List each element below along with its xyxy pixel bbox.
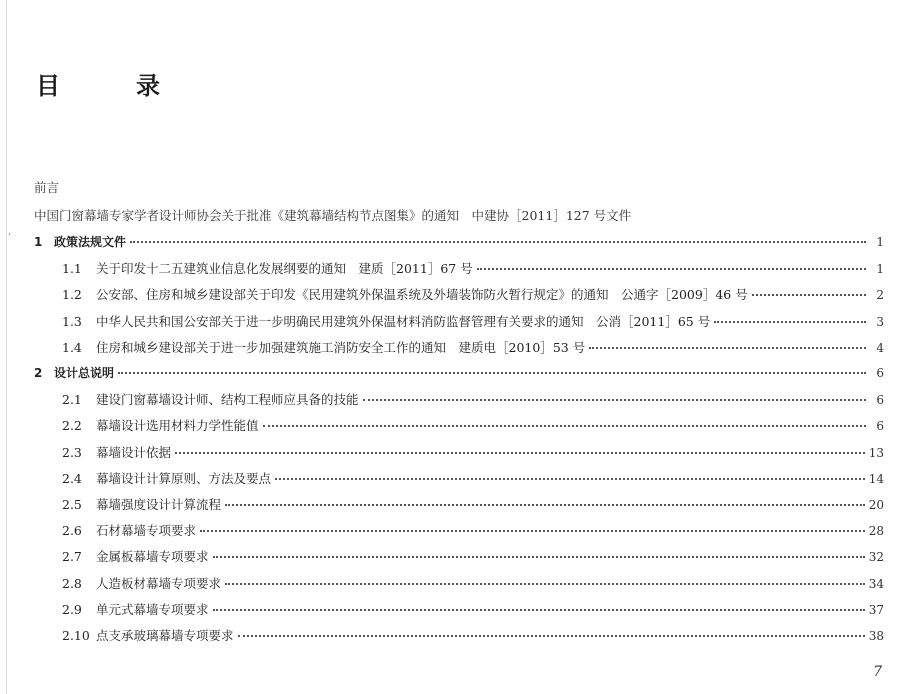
toc-entry[interactable] xyxy=(62,626,884,644)
toc-chapter[interactable] xyxy=(34,364,884,381)
toc-number: 1.2 xyxy=(62,287,82,303)
toc-page-number: 28 xyxy=(868,524,884,539)
toc-page-number: 3 xyxy=(876,314,884,329)
toc-number: 2.1 xyxy=(62,392,82,408)
toc-title: 石材幕墙专项要求 xyxy=(96,523,197,539)
toc-page-number: 32 xyxy=(868,550,884,565)
toc-title: 幕墙设计计算原则、方法及要点 xyxy=(96,470,272,486)
toc-page-number: 6 xyxy=(876,393,884,408)
toc-number: 2.2 xyxy=(62,418,82,434)
toc-page-number: 20 xyxy=(868,498,884,512)
dot-leader xyxy=(363,399,866,401)
toc-number: 1 xyxy=(34,235,43,249)
dot-leader xyxy=(752,294,866,296)
toc-page-number: 34 xyxy=(868,576,884,591)
toc-title: 金属板幕墙专项要求 xyxy=(96,549,209,565)
toc-number: 1.4 xyxy=(62,339,82,355)
toc-entry[interactable] xyxy=(62,600,884,618)
toc-title: 公安部、住房和城乡建设部关于印发《民用建筑外保温系统及外墙装饰防火暂行规定》的通知 公通字［2009］46 号 xyxy=(96,287,748,303)
toc-title: 设计总说明 xyxy=(54,366,115,380)
toc-page-number: 14 xyxy=(868,471,884,486)
toc-number: 1.1 xyxy=(62,261,82,277)
dot-leader xyxy=(213,609,865,611)
toc-number: 2.8 xyxy=(62,575,82,591)
toc-page-number: 13 xyxy=(868,445,884,460)
toc-entry[interactable] xyxy=(62,259,884,277)
toc-title: 单元式幕墙专项要求 xyxy=(96,601,209,617)
toc-title: 中华人民共和国公安部关于进一步明确民用建筑外保温材料消防监督管理有关要求的通知 公消［2011］65 号 xyxy=(96,313,711,329)
toc-page-number: 38 xyxy=(868,629,884,643)
toc-number: 2.9 xyxy=(62,601,82,617)
toc-number: 2.5 xyxy=(62,497,82,512)
toc-entry[interactable] xyxy=(62,495,884,513)
toc-page-number: 6 xyxy=(876,419,884,434)
dot-leader xyxy=(275,478,865,480)
toc-entry[interactable] xyxy=(62,469,884,487)
dot-leader xyxy=(589,347,866,349)
toc-entry[interactable] xyxy=(62,574,884,592)
toc-page-number: 2 xyxy=(876,288,884,303)
toc-entry[interactable] xyxy=(62,338,884,356)
toc-number: 1.3 xyxy=(62,313,82,329)
toc-title: 住房和城乡建设部关于进一步加强建筑施工消防安全工作的通知 建质电［2010］53 号 xyxy=(96,339,586,355)
toc-number: 2.10 xyxy=(62,628,90,643)
toc-entry[interactable] xyxy=(62,285,884,303)
dot-leader xyxy=(477,268,866,270)
toc-page-number: 1 xyxy=(876,235,884,249)
dot-leader xyxy=(225,583,865,585)
toc-number: 2.3 xyxy=(62,444,82,460)
toc-entry[interactable] xyxy=(62,416,884,434)
dot-leader xyxy=(225,504,865,506)
page-edge-rule xyxy=(6,0,7,694)
margin-mark: , xyxy=(8,226,12,237)
toc-entry[interactable] xyxy=(62,312,884,330)
toc-entry[interactable] xyxy=(62,443,884,461)
toc-entry[interactable] xyxy=(62,521,884,539)
page-title: 目 录 xyxy=(36,72,186,100)
toc-entry[interactable] xyxy=(62,390,884,408)
dot-leader xyxy=(175,452,865,454)
dot-leader xyxy=(118,372,866,374)
dot-leader xyxy=(714,321,866,323)
toc-title: 人造板材幕墙专项要求 xyxy=(96,575,222,591)
dot-leader xyxy=(263,425,866,427)
dot-leader xyxy=(238,635,865,637)
dot-leader xyxy=(213,556,865,558)
toc-number: 2.4 xyxy=(62,470,82,486)
toc-entry[interactable] xyxy=(62,547,884,565)
toc-title: 关于印发十二五建筑业信息化发展纲要的通知 建质［2011］67 号 xyxy=(96,261,473,277)
page-number: 7 xyxy=(873,664,882,680)
dot-leader xyxy=(200,530,865,532)
toc-title: 幕墙设计选用材料力学性能值 xyxy=(96,418,259,434)
toc-title: 政策法规文件 xyxy=(54,235,127,249)
toc-number: 2 xyxy=(34,366,43,380)
toc-page-number: 6 xyxy=(876,366,884,380)
toc-number: 2.6 xyxy=(62,523,82,539)
toc-title: 点支承玻璃幕墙专项要求 xyxy=(96,628,234,643)
toc-page-number: 4 xyxy=(876,340,884,355)
dot-leader xyxy=(130,241,866,243)
toc-number: 2.7 xyxy=(62,549,82,565)
toc-title: 幕墙强度设计计算流程 xyxy=(96,497,222,512)
toc-page-number: 1 xyxy=(876,262,884,277)
foreword-link[interactable]: 前言 xyxy=(34,180,60,195)
toc-title: 幕墙设计依据 xyxy=(96,444,172,460)
notice-link[interactable]: 中国门窗幕墙专家学者设计师协会关于批准《建筑幕墙结构节点图集》的通知 中建协［2011］127 号文件 xyxy=(34,208,632,223)
toc-chapter[interactable] xyxy=(34,233,884,250)
toc-page-number: 37 xyxy=(868,602,884,617)
toc-title: 建设门窗幕墙设计师、结构工程师应具备的技能 xyxy=(96,392,359,408)
